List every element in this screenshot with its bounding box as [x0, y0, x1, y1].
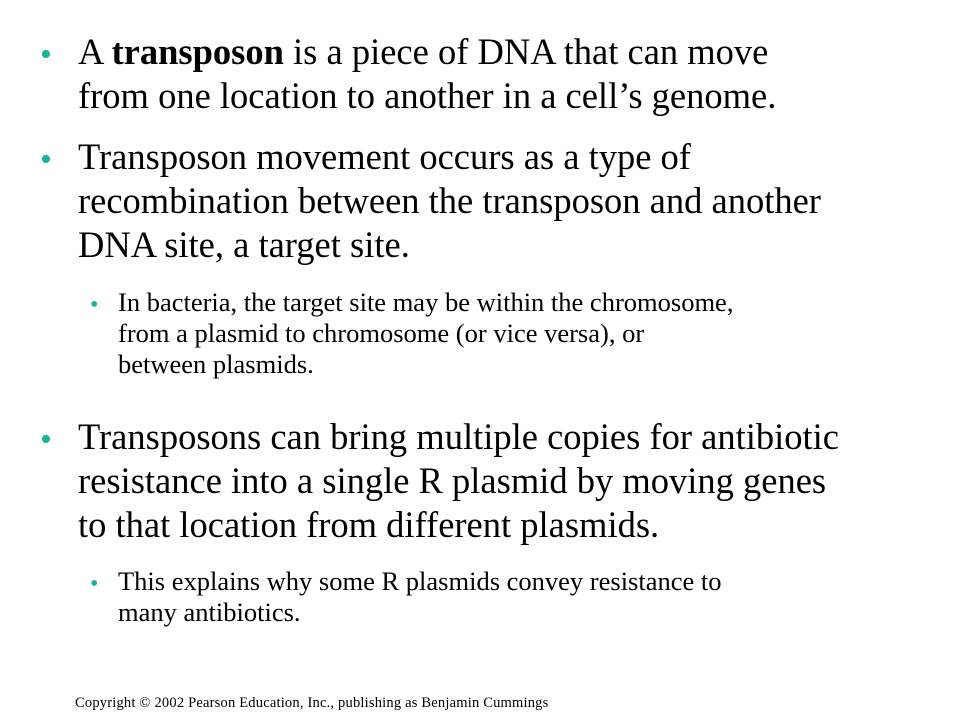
bullet-dot-icon: •	[40, 421, 52, 458]
bullet-text	[118, 566, 958, 628]
bullet-line: Transposons can bring multiple copies for antibiotic	[78, 416, 839, 457]
bullet-line	[78, 30, 958, 74]
bullet-line: In bacteria, the target site may be within the chromosome,	[118, 287, 734, 317]
bullet-line: Transposon movement occurs as a type of	[78, 136, 691, 177]
text-prefix: A	[78, 31, 112, 72]
bullet-line: recombination between the transposon and another	[78, 180, 821, 221]
copyright-footer: Copyright © 2002 Pearson Education, Inc., publishing as Benjamin Cummings	[75, 695, 549, 711]
bullet-line: from a plasmid to chromosome (or vice versa), or	[118, 318, 645, 348]
bullet-line: to that location from different plasmids.	[78, 504, 660, 545]
bullet-line: between plasmids.	[118, 349, 314, 379]
bullet-text	[78, 135, 958, 267]
bullet-line: This explains why some R plasmids convey resistance to	[118, 566, 722, 596]
bullet-text	[78, 415, 958, 547]
text-suffix: is a piece of DNA that can move	[283, 31, 769, 72]
bullet-dot-icon: •	[90, 292, 99, 318]
bullet-line: DNA site, a target site.	[78, 224, 410, 265]
term-transposon: transposon	[111, 31, 284, 72]
bullet-dot-icon: •	[90, 571, 99, 597]
bullet-text	[78, 30, 958, 118]
bullet-text	[118, 287, 958, 380]
bullet-dot-icon: •	[40, 36, 52, 73]
bullet-dot-icon: •	[40, 141, 52, 178]
bullet-line: resistance into a single R plasmid by moving genes	[78, 460, 827, 501]
bullet-line: many antibiotics.	[118, 597, 301, 627]
bullet-line: from one location to another in a cell’s genome.	[78, 75, 777, 116]
